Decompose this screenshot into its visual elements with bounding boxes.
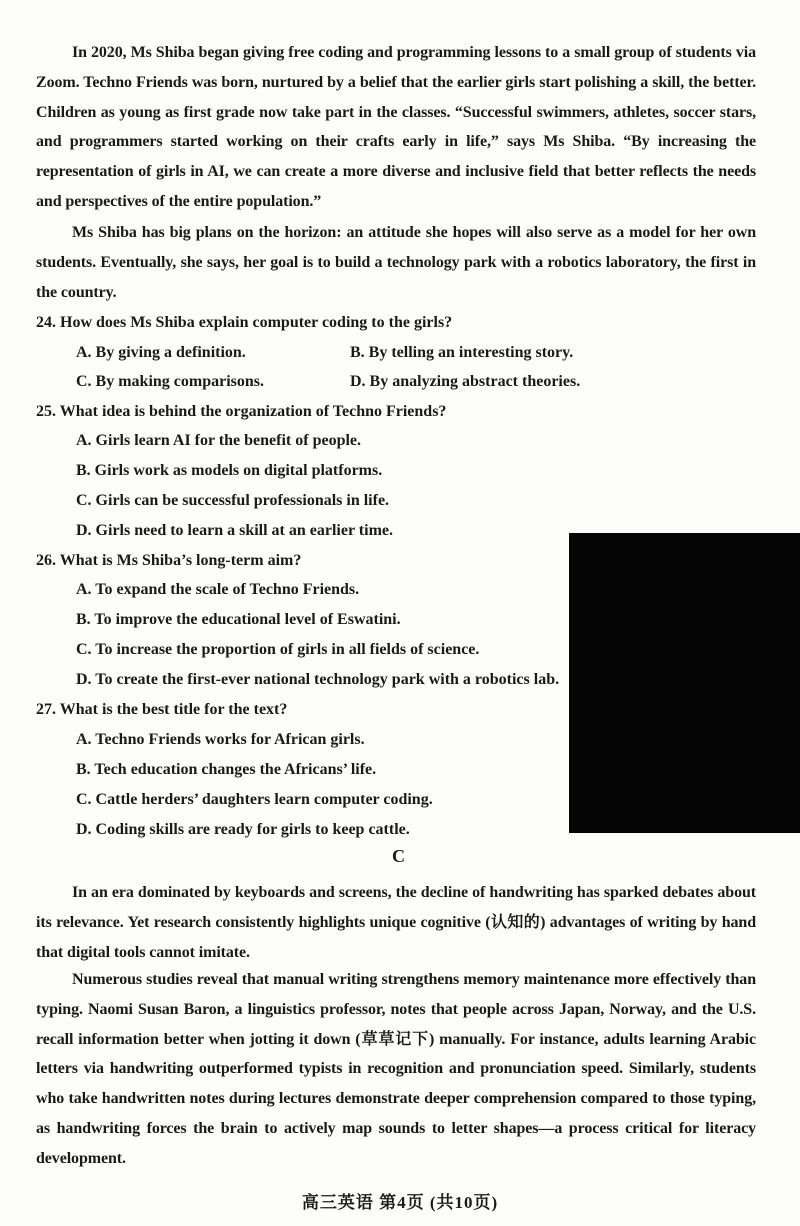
- passage-c-paragraph-2: Numerous studies reveal that manual writing strengthens memory maintenance more effectively than typing. Naomi Susan Baron, a linguistics professor, notes that people across Japan, Norway, and the U.S. recall information better when jotting it down (草草记下) manually. For instance, adults learning Arabic letters via handwriting outperformed typists in recognition and pronunciation speed. Similarly, students who take handwritten notes during lectures demonstrate deeper comprehension compared to those typing, as handwriting forces the brain to actively map sounds to letter shapes—a process critical for literacy development.: [36, 971, 756, 1167]
- question-24-option-d: D. By analyzing abstract theories.: [350, 373, 581, 390]
- redaction-block: [569, 533, 800, 833]
- question-26-stem: 26. What is Ms Shiba’s long-term aim?: [36, 552, 302, 569]
- question-27-option-a: A. Techno Friends works for African girls.: [76, 731, 365, 748]
- question-25-option-a: A. Girls learn AI for the benefit of people.: [76, 432, 362, 449]
- question-25-option-d: D. Girls need to learn a skill at an earlier time.: [76, 522, 393, 539]
- question-25-stem: 25. What idea is behind the organization of Techno Friends?: [36, 403, 447, 420]
- question-24-option-a: A. By giving a definition.: [76, 344, 246, 361]
- question-25-option-b: B. Girls work as models on digital platforms.: [76, 462, 383, 479]
- question-24-stem: 24. How does Ms Shiba explain computer coding to the girls?: [36, 314, 453, 331]
- question-24-option-b: B. By telling an interesting story.: [350, 344, 574, 361]
- question-27-option-b: B. Tech education changes the Africans’ life.: [76, 761, 377, 778]
- page-footer: 高三英语 第4页 (共10页): [301, 1193, 499, 1212]
- question-26-option-d: D. To create the first-ever national technology park with a robotics lab.: [76, 671, 560, 688]
- question-27-stem: 27. What is the best title for the text?: [36, 701, 288, 718]
- question-27-option-d: D. Coding skills are ready for girls to keep cattle.: [76, 821, 410, 838]
- question-26-option-c: C. To increase the proportion of girls in all fields of science.: [76, 641, 480, 658]
- question-26-option-b: B. To improve the educational level of Eswatini.: [76, 611, 401, 628]
- question-25-option-c: C. Girls can be successful professionals in life.: [76, 492, 390, 509]
- question-26-option-a: A. To expand the scale of Techno Friends.: [76, 581, 360, 598]
- passage-c-paragraph-1: In an era dominated by keyboards and screens, the decline of handwriting has sparked debates about its relevance. Yet research consistently highlights unique cognitive (认知的) advantages of writing by hand that digital tools cannot imitate.: [36, 884, 756, 961]
- passage-b-paragraph-1: In 2020, Ms Shiba began giving free coding and programming lessons to a small group of students via Zoom. Techno Friends was born, nurtured by a belief that the earlier girls start polishing a skill, the better. Children as young as first grade now take part in the classes. “Successful swimmers, athletes, soccer stars, and programmers started working on their crafts early in life,” says Ms Shiba. “By increasing the representation of girls in AI, we can create a more diverse and inclusive field that better reflects the needs and perspectives of the entire population.”: [36, 44, 756, 210]
- passage-b-paragraph-2: Ms Shiba has big plans on the horizon: an attitude she hopes will also serve as a model for her own students. Eventually, she says, her goal is to build a technology park with a robotics laboratory, the first in the country.: [36, 224, 756, 301]
- question-24-option-c: C. By making comparisons.: [76, 373, 265, 390]
- section-c-heading: C: [392, 846, 405, 866]
- question-27-option-c: C. Cattle herders’ daughters learn computer coding.: [76, 791, 433, 808]
